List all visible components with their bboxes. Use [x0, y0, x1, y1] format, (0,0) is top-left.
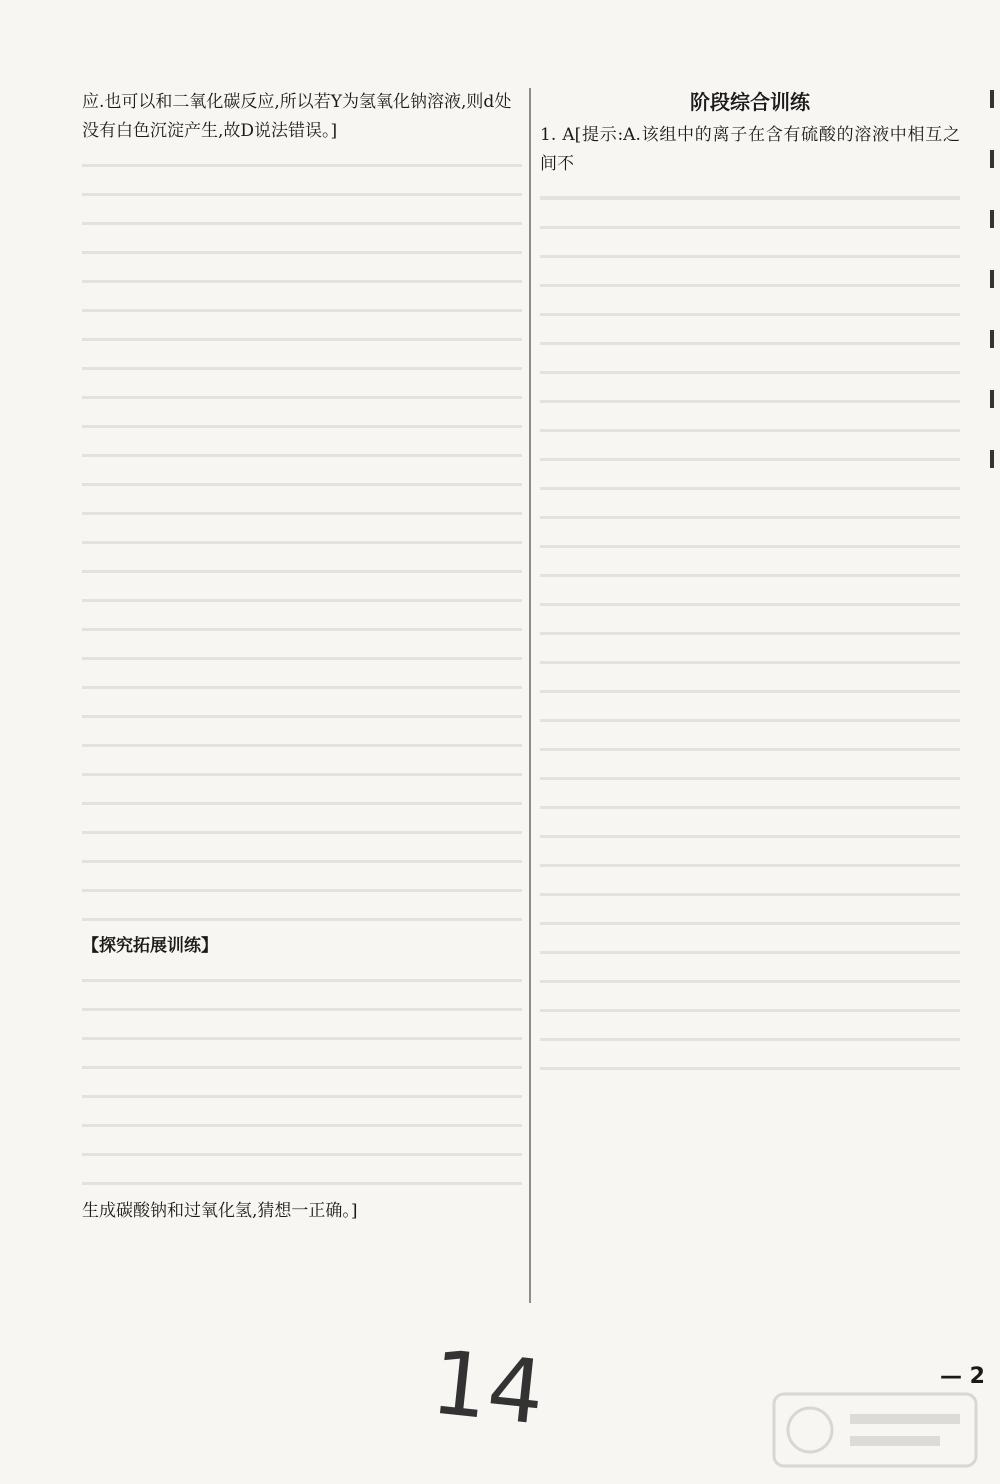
left-ending-line: 生成碳酸钠和过氧化氢,猜想一正确。] [82, 1201, 358, 1221]
right-column [540, 88, 960, 1085]
page-edge-marks [990, 90, 994, 510]
left-line-2: 没有白色沉淀产生,故D说法错误。] [82, 121, 338, 141]
illegible-text-block [540, 185, 960, 1085]
column-divider [529, 88, 531, 1303]
watermark-logo [770, 1390, 980, 1470]
section-title: 阶段综合训练 [690, 90, 810, 114]
illegible-text-block [82, 152, 522, 932]
section-label-explore: 【探究拓展训练】 [82, 936, 218, 956]
left-column [82, 88, 522, 1226]
handwritten-number: 14 [426, 1330, 550, 1445]
page-number: — 2 [940, 1364, 985, 1389]
right-line-1: 1. A[提示:A.该组中的离子在含有硫酸的溶液中相互之间不 [540, 125, 960, 174]
illegible-text-block [82, 967, 522, 1197]
left-line-1: 应.也可以和二氧化碳反应,所以若Y为氢氧化钠溶液,则d处 [82, 92, 512, 112]
